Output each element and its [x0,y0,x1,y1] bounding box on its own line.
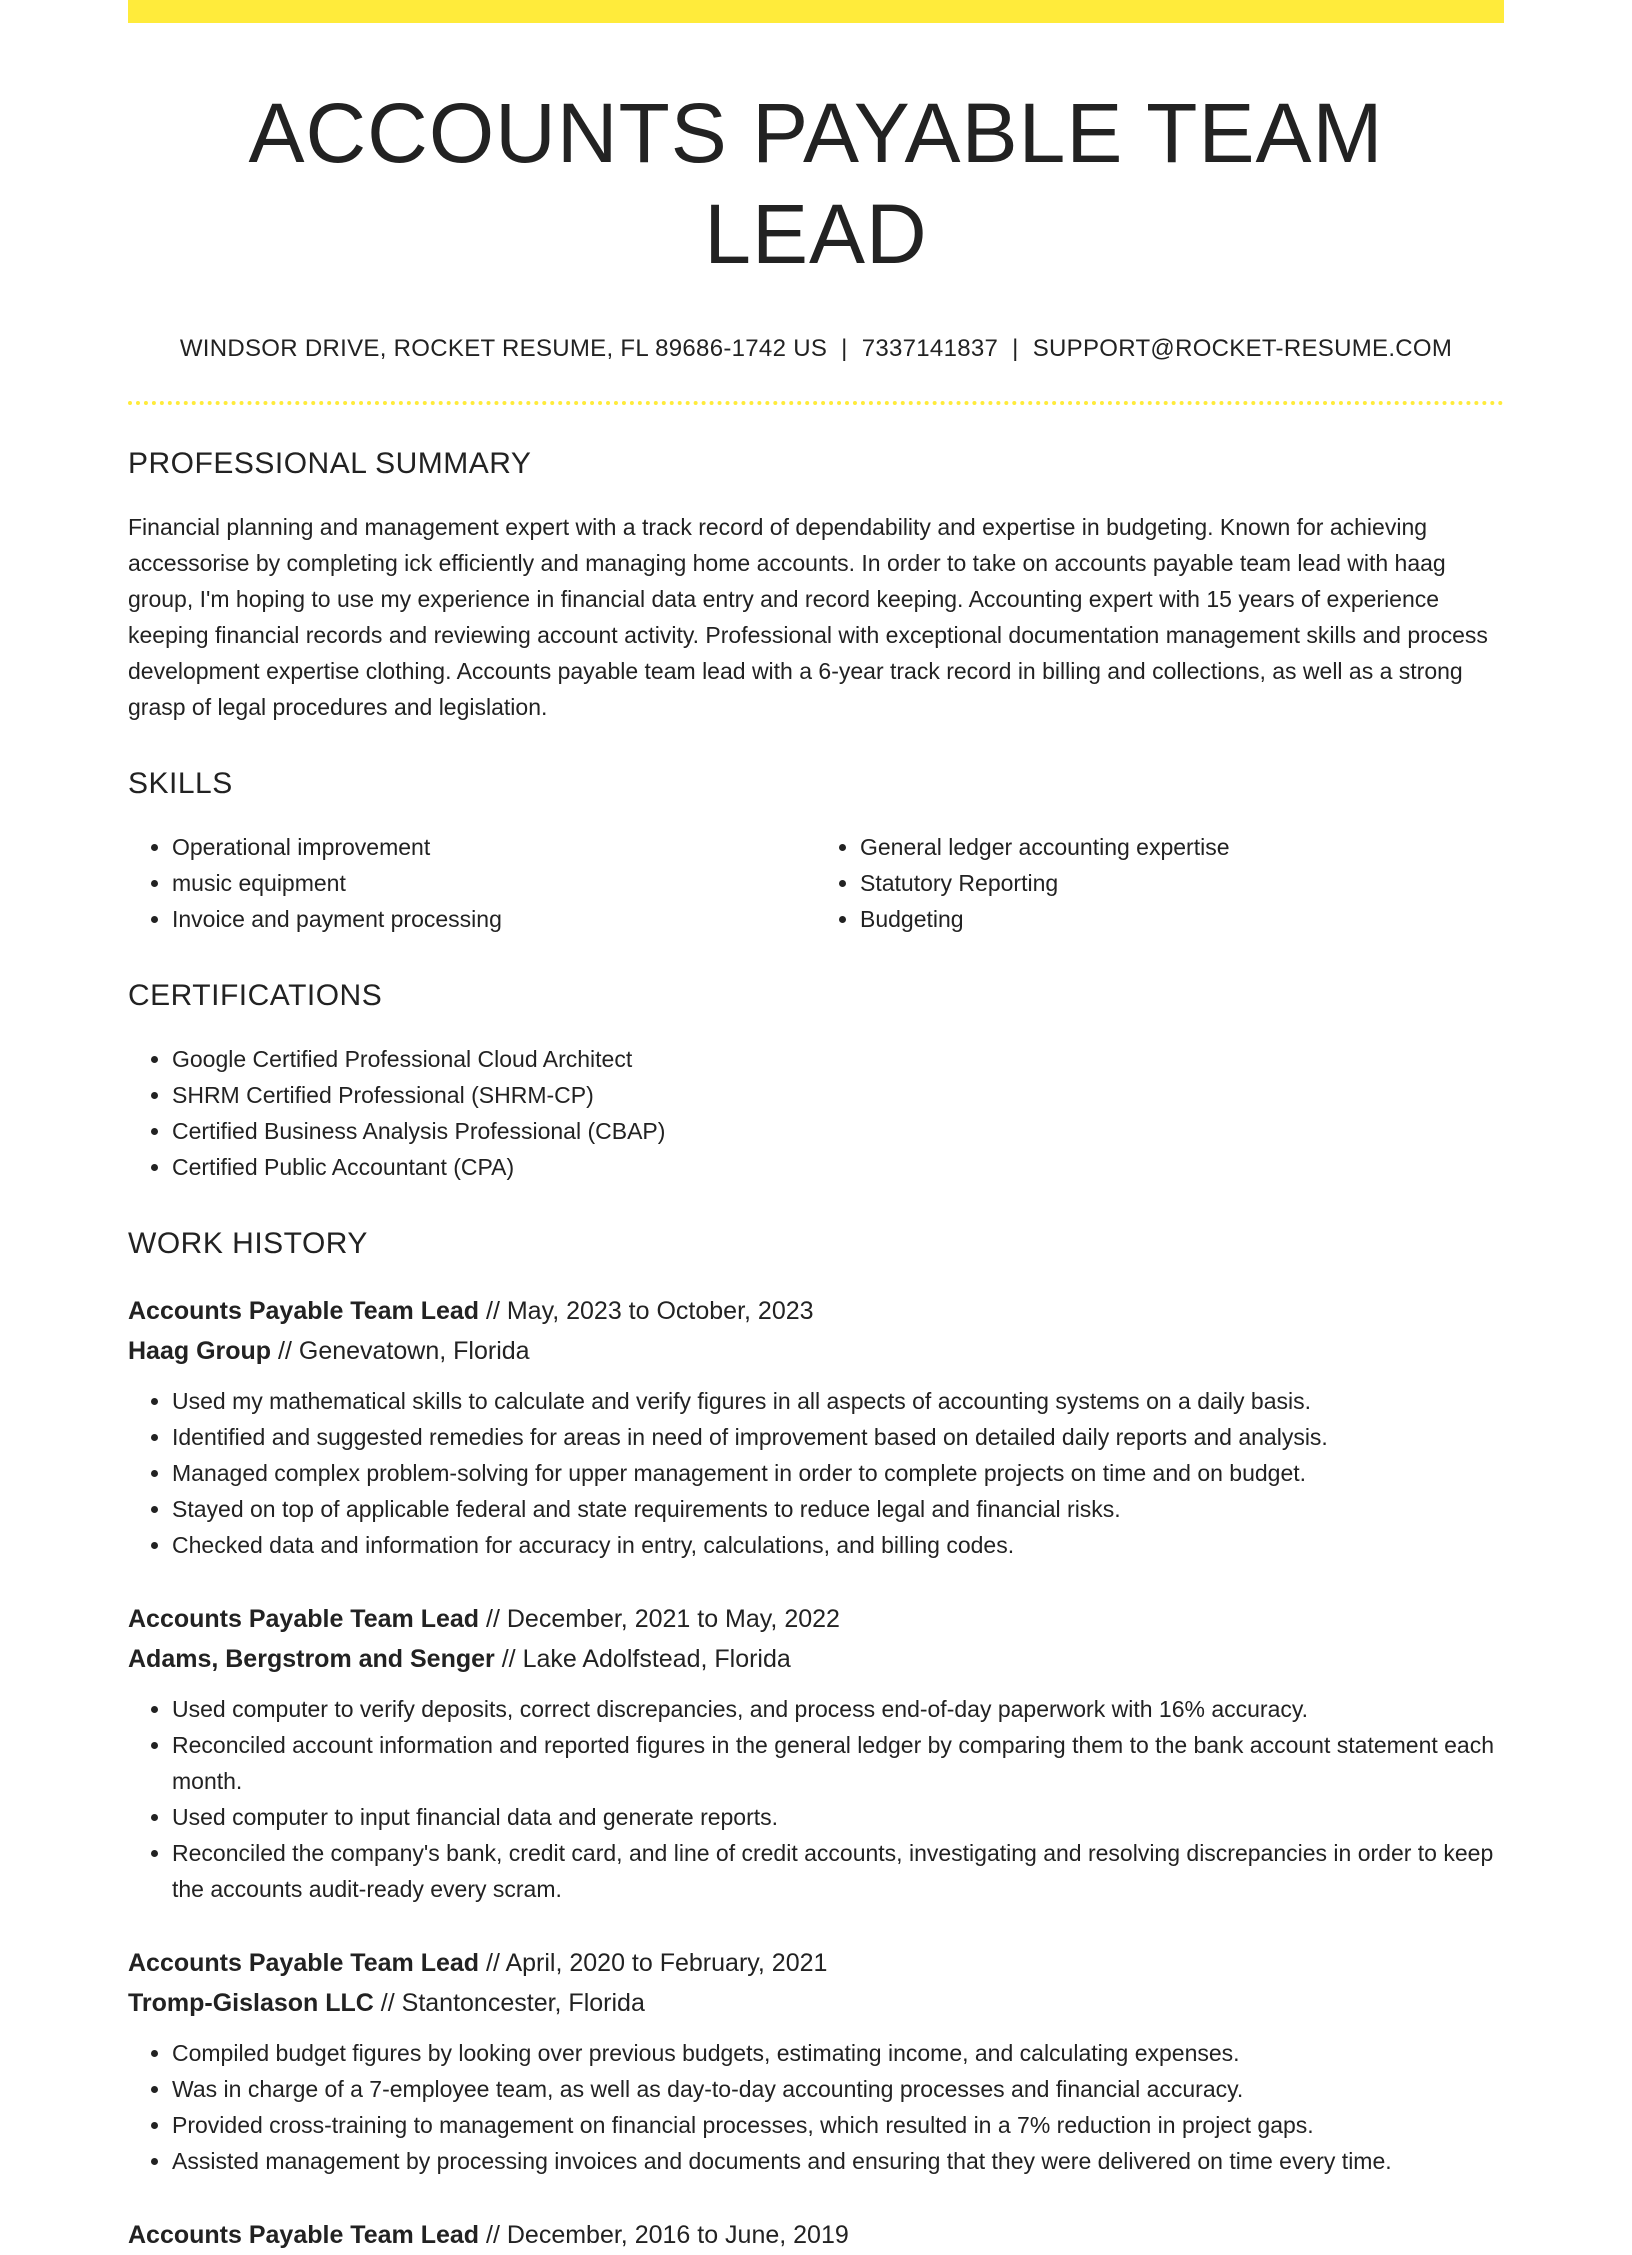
job-role-line [128,2215,1504,2255]
certifications-list [128,1041,1504,1185]
contact-address: WINDSOR DRIVE, ROCKET RESUME, FL 89686-1742 US [179,334,828,362]
certifications-heading: CERTIFICATIONS [128,978,383,1012]
certification-item: • Certified Public Accountant (CPA) [172,1149,1504,1185]
skills-list [128,829,1504,937]
summary-text: Financial planning and management expert with a track record of dependability and expertise in budgeting. Known for achieving accessorise by completing ick efficiently and managing home accounts. In order to take on accounts payable team lead with haag group, I'm hoping to use my experience in financial data entry and record keeping. Accounting expert with 15 years of experience keeping financial records and reviewing account activity. Professional with exceptional documentation management skills and process development expertise clothing. Accounts payable team lead with a 6-year track record in billing and collections, as well as a strong grasp of legal procedures and legislation. [128,513,1488,720]
job-separator: // [479,1948,506,1977]
job-location: Stantoncester, Florida [401,1988,645,2017]
job-bullet: • Managed complex problem-solving for upper management in order to complete projects on time and on budget. [172,1455,1504,1491]
job-separator: // [494,1644,523,1673]
skills-column-left [128,829,816,937]
certification-item: • Certified Business Analysis Professional (CBAP) [172,1113,1504,1149]
job-bullet: • Reconciled account information and reported figures in the general ledger by comparing them to the bank account statement each month. [172,1727,1504,1799]
skill-item: • Invoice and payment processing [172,901,816,937]
job-dates: May, 2023 to October, 2023 [506,1296,814,1325]
dotted-divider [128,401,1504,405]
job-role-line [128,1291,1504,1331]
job-bullet: • Used computer to input financial data and generate reports. [172,1799,1504,1835]
job-bullets [128,2035,1504,2179]
job-separator: // [479,2220,507,2249]
contact-email: SUPPORT@ROCKET-RESUME.COM [1032,334,1453,362]
resume-title: ACCOUNTS PAYABLE TEAM LEAD [248,86,1384,281]
job-separator: // [479,1296,507,1325]
contact-separator: | [841,334,848,362]
job-location: Lake Adolfstead, Florida [522,1644,791,1673]
job-role: Accounts Payable Team Lead [128,2220,480,2249]
work-history-heading: WORK HISTORY [128,1226,368,1260]
job-role: Accounts Payable Team Lead [128,1604,480,1633]
job-separator: // [271,1336,299,1365]
job-bullet: • Stayed on top of applicable federal and state requirements to reduce legal and financial risks. [172,1491,1504,1527]
contact-separator: | [1012,334,1019,362]
job-company: Haag Group [128,1336,272,1365]
summary-heading: PROFESSIONAL SUMMARY [128,446,532,480]
skill-item: • music equipment [172,865,816,901]
job-separator: // [373,1988,402,2017]
skill-item: • General ledger accounting expertise [860,829,1504,865]
job-company-line [128,1331,1504,1371]
job-role: Accounts Payable Team Lead [128,1948,480,1977]
job-bullets [128,1383,1504,1563]
job-bullet: • Compiled budget figures by looking over previous budgets, estimating income, and calculating expenses. [172,2035,1504,2071]
job-entry [128,2215,1504,2255]
contact-phone: 7337141837 [861,334,999,362]
job-bullet: • Used computer to verify deposits, correct discrepancies, and process end-of-day paperwork with 16% accuracy. [172,1691,1504,1727]
contact-line [128,335,1504,363]
skills-column-right [816,829,1504,937]
job-company: Adams, Bergstrom and Senger [128,1644,495,1673]
accent-bar [128,0,1504,23]
job-entry [128,1291,1504,1563]
job-dates: December, 2016 to June, 2019 [506,2220,849,2249]
skill-item: • Operational improvement [172,829,816,865]
job-company-line [128,1639,1504,1679]
job-entry [128,1599,1504,1907]
job-location: Genevatown, Florida [298,1336,530,1365]
job-bullet: • Used my mathematical skills to calculate and verify figures in all aspects of accounting systems on a daily basis. [172,1383,1504,1419]
job-role-line [128,1943,1504,1983]
job-bullet: • Reconciled the company's bank, credit card, and line of credit accounts, investigating and resolving discrepancies in order to keep the accounts audit-ready every scram. [172,1835,1504,1907]
job-company-line [128,1983,1504,2023]
job-entry [128,1943,1504,2179]
job-bullets [128,1691,1504,1907]
skill-item: • Budgeting [860,901,1504,937]
job-role: Accounts Payable Team Lead [128,1296,480,1325]
certification-item: • Google Certified Professional Cloud Architect [172,1041,1504,1077]
job-bullet: • Was in charge of a 7-employee team, as well as day-to-day accounting processes and financial accuracy. [172,2071,1504,2107]
job-bullet: • Checked data and information for accuracy in entry, calculations, and billing codes. [172,1527,1504,1563]
job-company: Tromp-Gislason LLC [128,1988,374,2017]
job-separator: // [479,1604,507,1633]
skills-heading: SKILLS [128,766,233,800]
job-bullet: • Identified and suggested remedies for areas in need of improvement based on detailed daily reports and analysis. [172,1419,1504,1455]
job-role-line [128,1599,1504,1639]
job-dates: April, 2020 to February, 2021 [505,1948,828,1977]
job-bullet: • Provided cross-training to management on financial processes, which resulted in a 7% reduction in project gaps. [172,2107,1504,2143]
skill-item: • Statutory Reporting [860,865,1504,901]
job-dates: December, 2021 to May, 2022 [506,1604,840,1633]
resume-page [128,0,1504,2255]
job-bullet: • Assisted management by processing invoices and documents and ensuring that they were delivered on time every time. [172,2143,1504,2179]
certification-item: • SHRM Certified Professional (SHRM-CP) [172,1077,1504,1113]
